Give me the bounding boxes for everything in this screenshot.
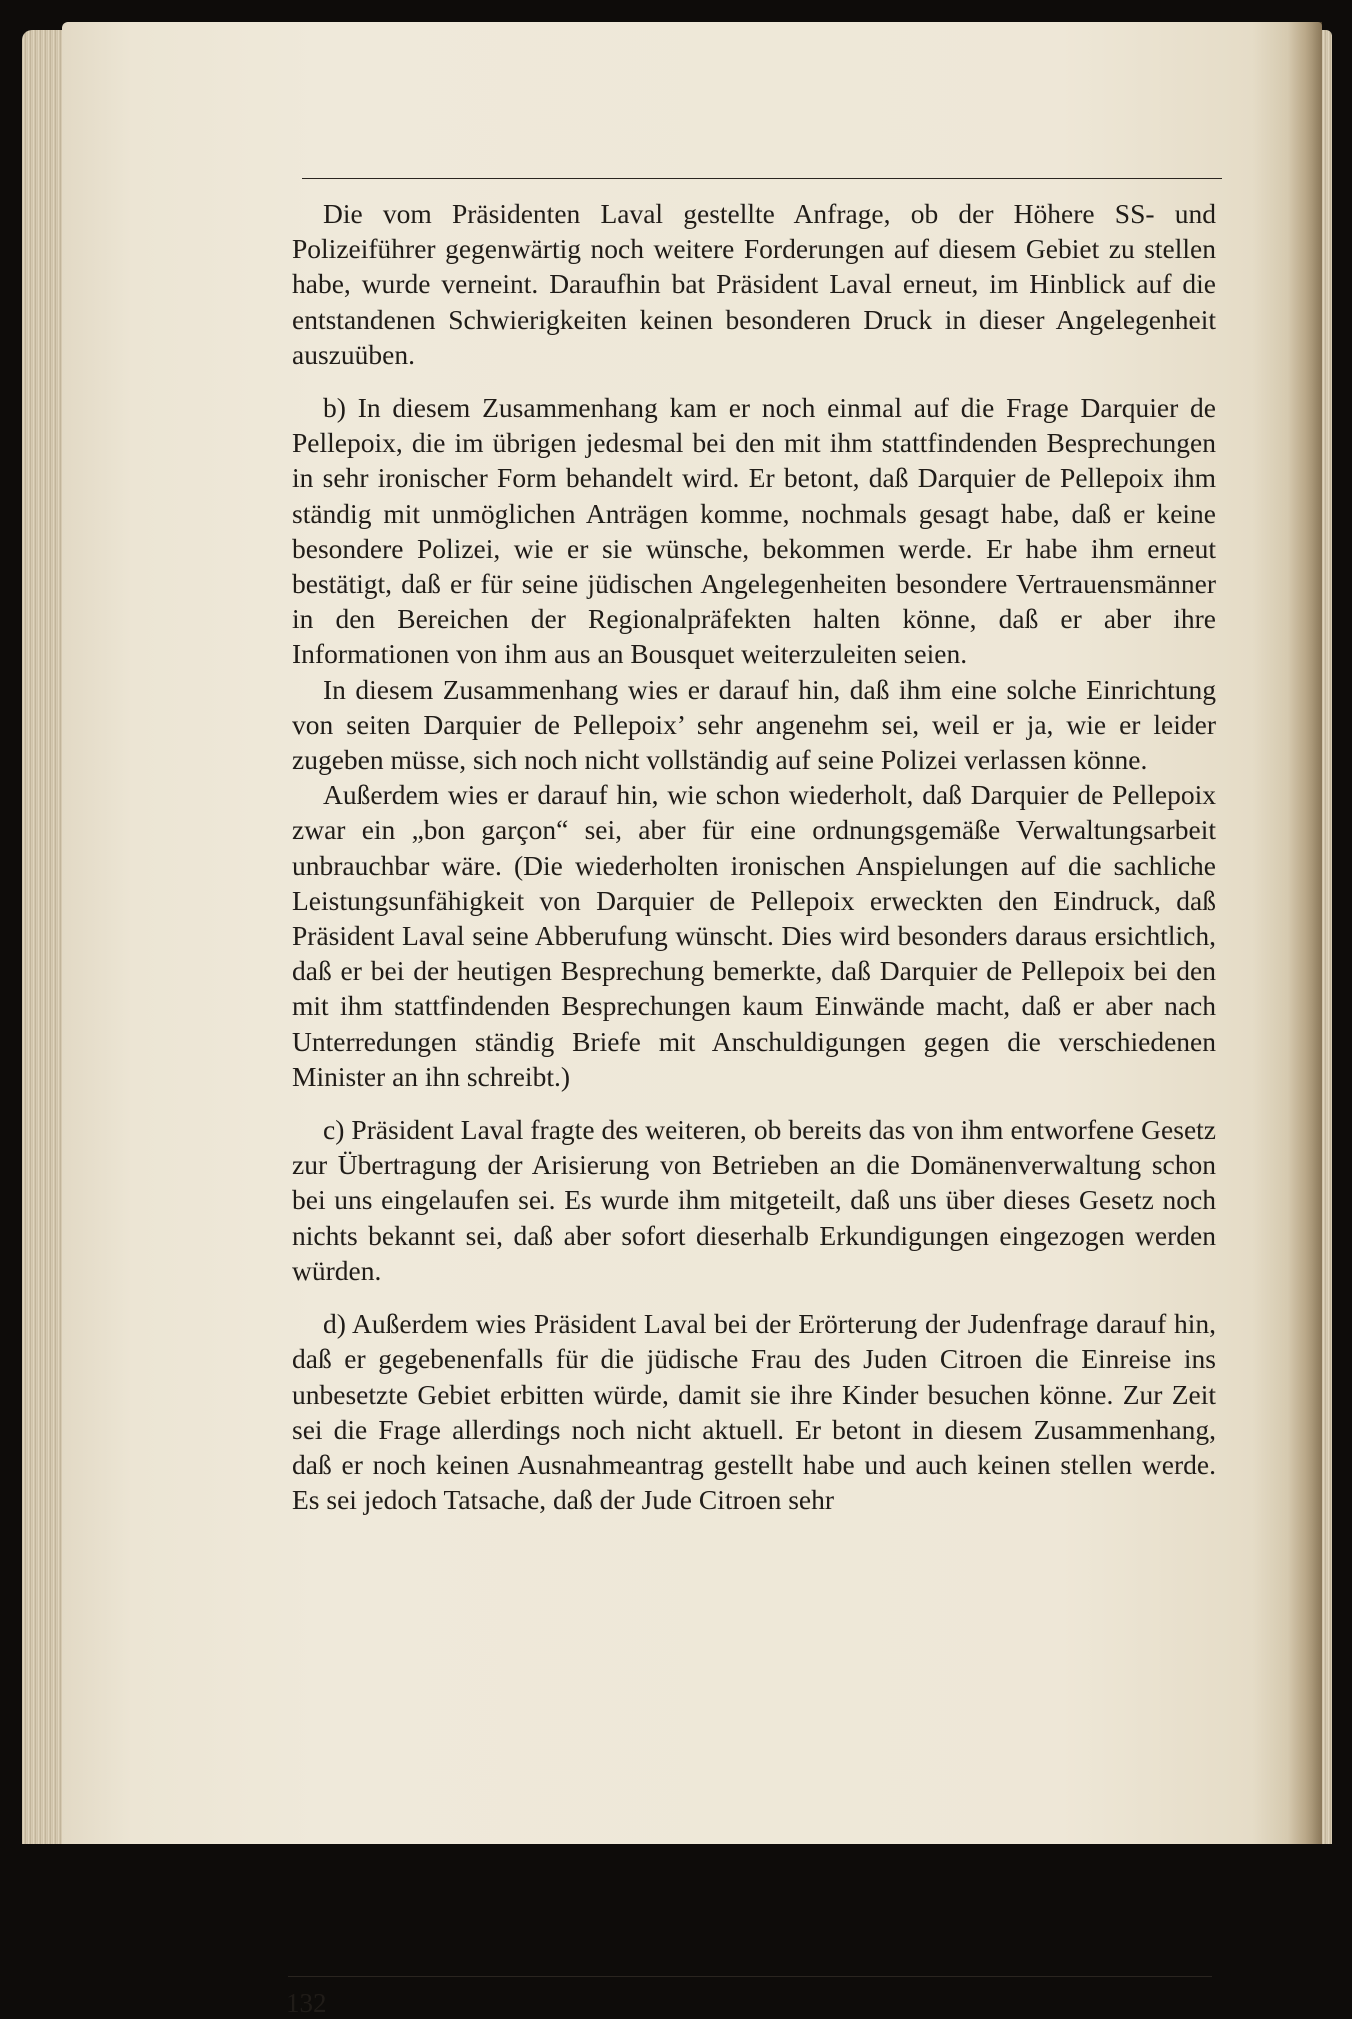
bottom-rule [288,1976,1212,1977]
paragraph-c: c) Präsident Laval fragte des weiteren, ob bereits das von ihm entworfene Gesetz zur Übertragung der Arisierung von Betrieben an die Domänenverwaltung schon bei uns eingelaufen sei. Es wurde ihm mitgeteilt, daß uns über dieses Gesetz noch nichts bekannt sei, daß aber sofort dieserhalb Erkundigungen eingezogen werden würden. [292,1114,1216,1286]
page-number: 132 [286,1988,327,2018]
book-gutter-shadow [1288,22,1322,1844]
body-text [292,196,1216,1517]
paragraph-anfrage: Die vom Präsidenten Laval gestellte Anfrage, ob der Höhere SS- und Polizeiführer gegenwärtig noch weitere Forderungen auf diesem Gebiet zu stellen habe, wurde verneint. Daraufhin bat Präsident Laval erneut, im Hinblick auf die entstandenen Schwierigkeiten keinen besonderen Druck in dieser Angelegenheit auszuüben. [292,198,1216,370]
paragraph-einrichtung: In diesem Zusammenhang wies er darauf hin, daß ihm eine solche Einrichtung von seiten Darquier de Pellepoix’ sehr angenehm sei, weil er ja, wie er leider zugeben müsse, sich noch nicht vollständig auf seine Polizei verlassen könne. [292,673,1216,776]
paragraph-ausserdem: Außerdem wies er darauf hin, wie schon wiederholt, daß Darquier de Pellepoix zwar ein „bon garçon“ sei, aber für eine ordnungsgemäße Verwaltungsarbeit unbrauchbar wäre. (Die wiederholten ironischen Anspielungen auf die sachliche Leistungsunfähigkeit von Darquier de Pellepoix erweckten den Eindruck, daß Präsident Laval seine Abberufung wünscht. Dies wird besonders daraus ersichtlich, daß er bei der heutigen Besprechung bemerkte, daß Darquier de Pellepoix bei den mit ihm stattfindenden Besprechungen kaum Einwände macht, daß er aber nach Unterredungen ständig Briefe mit Anschuldigungen gegen die verschiedenen Minister an ihn schreibt.) [292,779,1216,1092]
paragraph-b: b) In diesem Zusammenhang kam er noch einmal auf die Frage Darquier de Pellepoix, die im übrigen jedesmal bei den mit ihm stattfindenden Besprechungen in sehr ironischer Form behandelt wird. Er betont, daß Darquier de Pellepoix ihm ständig mit unmöglichen Anträgen komme, nochmals gesagt habe, daß er keine besondere Polizei, wie er sie wünsche, bekommen werde. Er habe ihm erneut bestätigt, daß er für seine jüdischen Angelegenheiten besondere Vertrauensmänner in den Bereichen der Regionalpräfekten halten könne, daß er aber ihre Informationen von ihm aus an Bousquet weiterzuleiten seien. [292,392,1216,670]
paragraph-d: d) Außerdem wies Präsident Laval bei der Erörterung der Judenfrage darauf hin, daß er gegebenenfalls für die jüdische Frau des Juden Citroen die Einreise ins unbesetzte Gebiet erbitten würde, damit sie ihre Kinder besuchen könne. Zur Zeit sei die Frage allerdings noch nicht aktuell. Er betont in diesem Zusammenhang, daß er noch keinen Ausnahmeantrag gestellt habe und auch keinen stellen werde. Es sei jedoch Tatsache, daß der Jude Citroen sehr [292,1308,1216,1516]
top-rule [302,178,1222,179]
